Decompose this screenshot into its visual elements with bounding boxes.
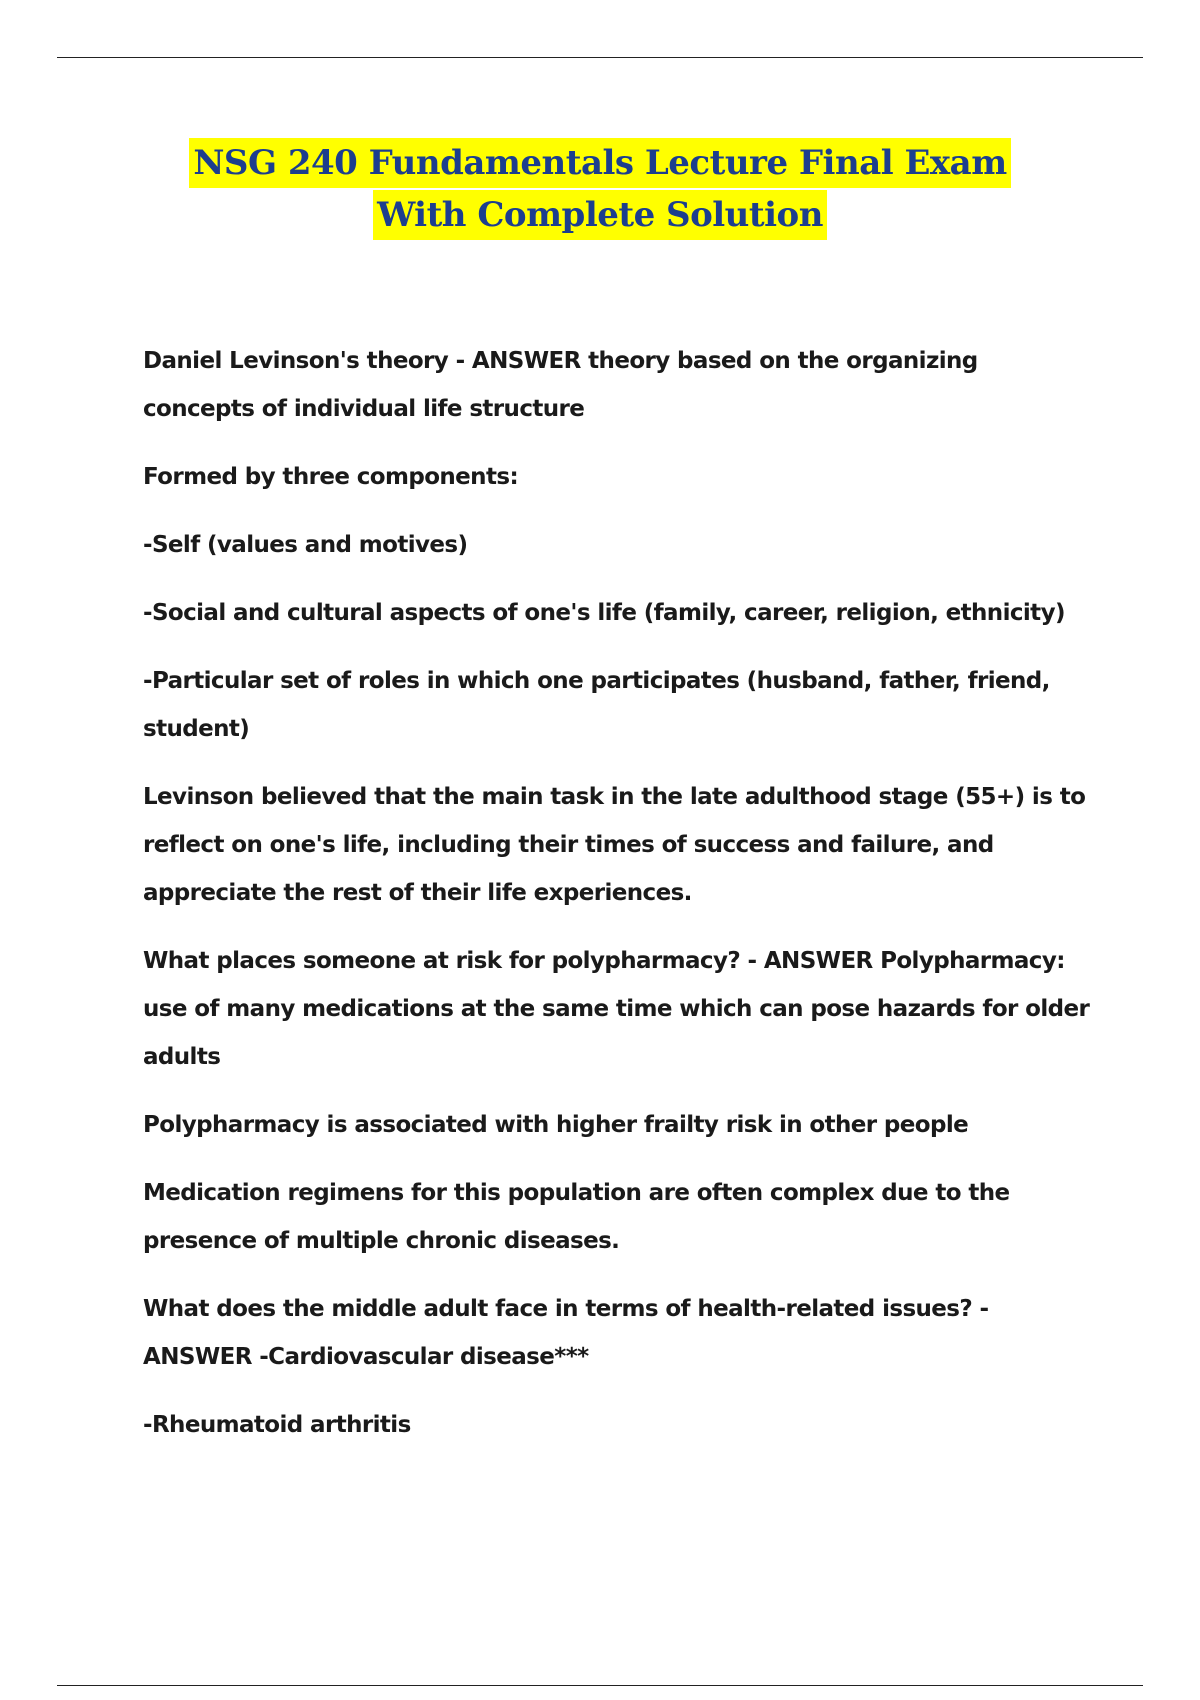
paragraph: Polypharmacy is associated with higher frailty risk in other people bbox=[143, 1112, 969, 1138]
document-title bbox=[0, 138, 1200, 240]
paragraph: Medication regimens for this population are often complex due to the presence of multiple chronic diseases. bbox=[143, 1180, 1010, 1254]
paragraph: -Social and cultural aspects of one's life (family, career, religion, ethnicity) bbox=[143, 600, 1065, 626]
paragraph: -Rheumatoid arthritis bbox=[143, 1412, 411, 1438]
paragraph: What does the middle adult face in terms of health-related issues? - ANSWER -Cardiovascular disease*** bbox=[143, 1296, 989, 1370]
title-line-1: NSG 240 Fundamentals Lecture Final Exam bbox=[189, 138, 1010, 188]
paragraph: What places someone at risk for polypharmacy? - ANSWER Polypharmacy: use of many medications at the same time which can pose hazards for older adults bbox=[143, 948, 1090, 1070]
paragraph: Formed by three components: bbox=[143, 464, 519, 490]
paragraph: -Self (values and motives) bbox=[143, 532, 468, 558]
title-line-2: With Complete Solution bbox=[373, 190, 827, 240]
paragraph: -Particular set of roles in which one participates (husband, father, friend, student) bbox=[143, 668, 1050, 742]
header-rule bbox=[57, 57, 1143, 58]
document-body bbox=[143, 337, 1093, 1469]
footer-rule bbox=[57, 1685, 1143, 1686]
paragraph: Levinson believed that the main task in the late adulthood stage (55+) is to reflect on one's life, including their times of success and failure, and appreciate the rest of their life experiences. bbox=[143, 784, 1086, 906]
paragraph: Daniel Levinson's theory - ANSWER theory based on the organizing concepts of individual life structure bbox=[143, 348, 978, 422]
